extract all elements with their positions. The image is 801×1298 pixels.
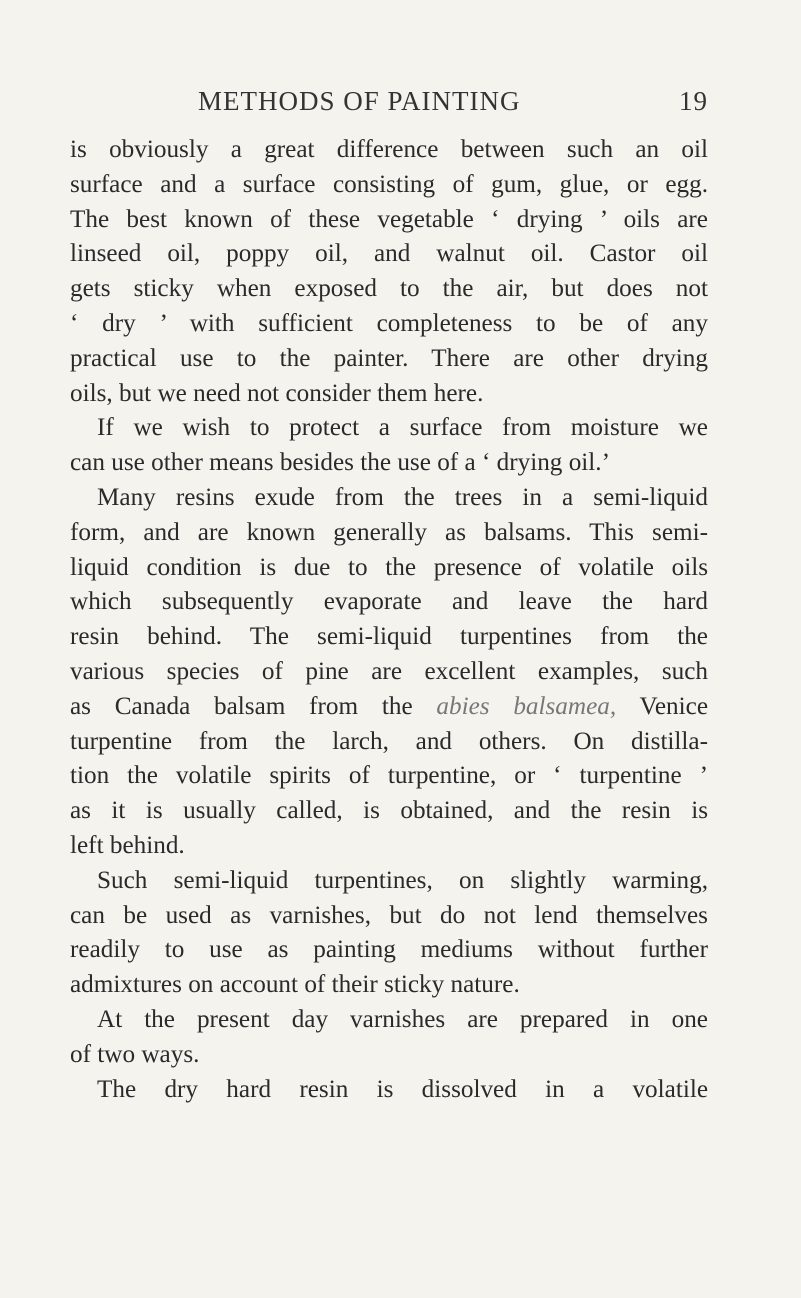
running-head-title: METHODS OF PAINTING [198,86,521,116]
page-number: 19 [679,86,708,116]
text-line: linseed oil, poppy oil, and walnut oil. Castor oil [70,240,708,268]
text-line: turpentine from the larch, and others. On distilla- [70,727,708,755]
text-line: surface and a surface consisting of gum, glue, or egg. [70,170,708,198]
text-line: of two ways. [70,1040,200,1068]
text-line: gets sticky when exposed to the air, but does not [70,275,708,303]
text-segment: Venice [639,692,709,720]
paragraph-start-line: Such semi-liquid turpentines, on slightly warming, [97,866,708,894]
text-line: can be used as varnishes, but do not lend themselves [70,901,708,929]
text-line: as it is usually called, is obtained, and the resin is [70,797,708,825]
text-line: various species of pine are excellent examples, such [70,657,708,685]
text-line: readily to use as painting mediums without further [70,936,708,964]
text-line: left behind. [70,831,185,859]
text-line: can use other means besides the use of a ‘ drying oil.’ [70,449,610,477]
paragraph-start-line: The dry hard resin is dissolved in a volatile [97,1075,708,1103]
text-line: practical use to the painter. There are other drying [70,344,708,372]
body-text [70,133,708,1107]
text-line: is obviously a great difference between such an oil [70,136,708,163]
paragraph-start-line: At the present day varnishes are prepared in one [97,1005,708,1033]
text-line: liquid condition is due to the presence of volatile oils [70,553,708,581]
text-line: tion the volatile spirits of turpentine, or ‘ turpentine ’ [70,762,708,790]
text-line: resin behind. The semi-liquid turpentines from the [70,623,708,651]
text-line: oils, but we need not consider them here. [70,379,484,407]
text-line: The best known of these vegetable ‘ drying ’ oils are [70,205,708,233]
paragraph-start-line: If we wish to protect a surface from moisture we [97,414,708,442]
text-line-with-italic [70,690,708,725]
text-line: form, and are known generally as balsams. This semi- [70,518,708,546]
running-head [198,86,708,120]
text-line: admixtures on account of their sticky nature. [70,971,520,999]
paragraph-start-line: Many resins exude from the trees in a semi-liquid [97,483,708,511]
text-segment: as Canada balsam from the [70,692,413,720]
text-line: which subsequently evaporate and leave the hard [70,588,708,616]
text-line: ‘ dry ’ with sufficient completeness to be of any [70,309,708,337]
italic-species-name: abies balsamea, [436,692,617,720]
